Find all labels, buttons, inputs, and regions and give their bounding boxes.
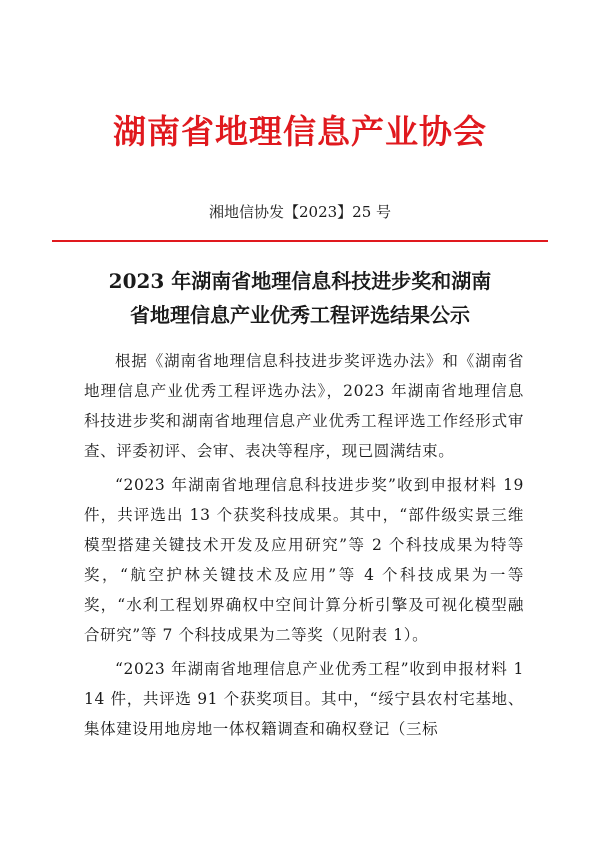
document-title <box>52 264 548 332</box>
document-body <box>84 346 524 748</box>
document-title-line-1: 2023 年湖南省地理信息科技进步奖和湖南 <box>108 269 492 293</box>
document-number: 湘地信协发【2023】25 号 <box>208 203 392 221</box>
red-divider-line <box>52 240 548 242</box>
body-paragraph-intro: 根据《湖南省地理信息科技进步奖评选办法》和《湖南省地理信息产业优秀工程评选办法》，2023 年湖南省地理信息科技进步奖和湖南省地理信息产业优秀工程评选工作经形式审查、评委初评、会审、表决等程序，现已圆满结束。 <box>84 352 524 460</box>
body-paragraph-engineering-award: “2023 年湖南省地理信息产业优秀工程”收到申报材料 114 件，共评选 91 个获奖项目。其中，“绥宁县农村宅基地、集体建设用地房地一体权籍调查和确权登记（三标 <box>84 660 524 738</box>
body-paragraph-science-award: “2023 年湖南省地理信息科技进步奖”收到申报材料 19 件，共评选出 13 个获奖科技成果。其中，“部件级实景三维模型搭建关键技术开发及应用研究”等 2 个科技成果为特等奖，“航空护林关键技术及应用”等 4 个科技成果为一等奖，“水利工程划界确权中空间计算分析引擎及可视化模型融合研究”等 7 个科技成果为二等奖（见附表 1）。 <box>84 476 524 644</box>
organization-name-header: 湖南省地理信息产业协会 <box>113 112 487 151</box>
document-title-line-2: 省地理信息产业优秀工程评选结果公示 <box>130 303 470 327</box>
